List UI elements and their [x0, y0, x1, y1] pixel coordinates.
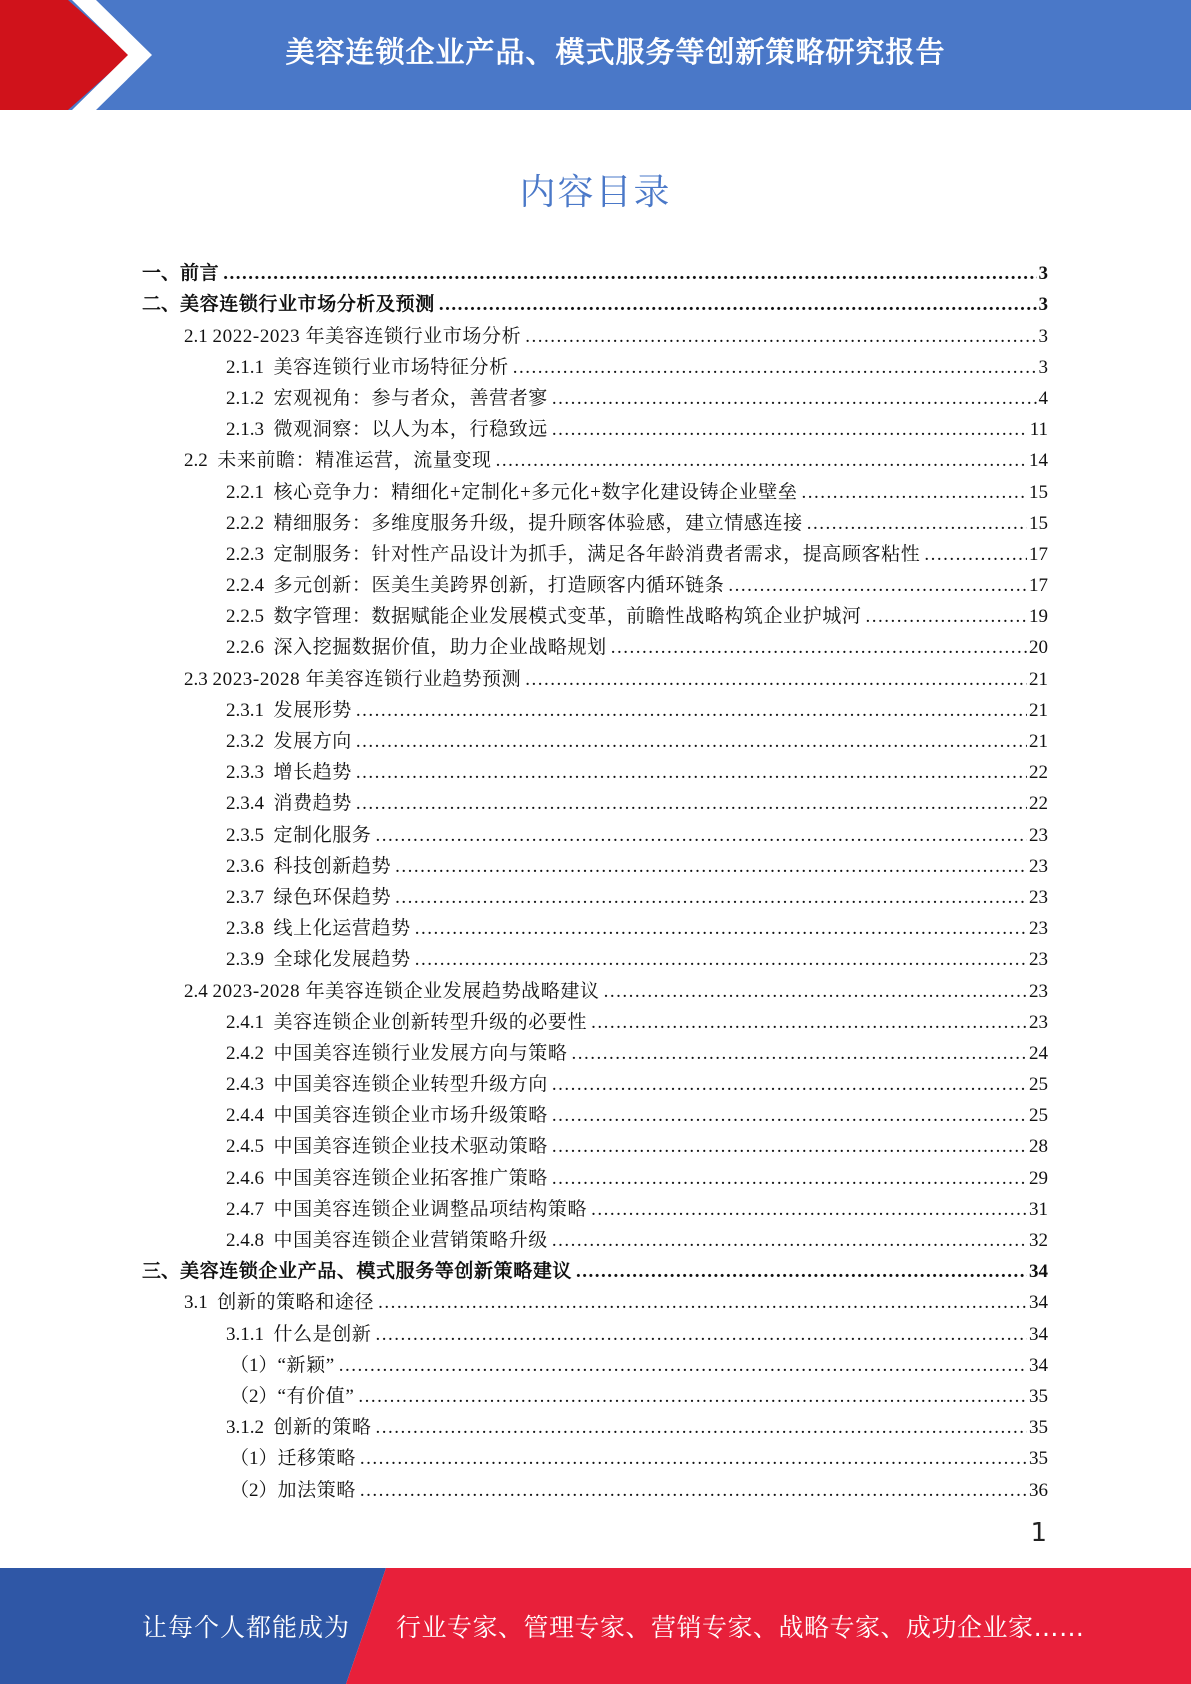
toc-entry-page: 21	[1029, 699, 1048, 721]
toc-entry[interactable]	[142, 753, 1048, 784]
toc-entry[interactable]	[142, 1470, 1048, 1501]
toc-dot-leader	[611, 637, 1027, 659]
toc-entry[interactable]	[142, 504, 1048, 535]
toc-dot-leader	[415, 949, 1027, 971]
toc-entry[interactable]	[142, 784, 1048, 815]
toc-entry-title: “有价值”	[277, 1385, 355, 1407]
toc-entry-title: 中国美容连锁行业发展方向与策略	[273, 1042, 568, 1064]
toc-entry-page: 32	[1029, 1230, 1048, 1251]
toc-entry-number: 2.3.6	[226, 855, 274, 877]
toc-dot-leader	[376, 825, 1027, 847]
toc-entry-number: 2.3.5	[226, 824, 274, 846]
toc-entry-number: 三、	[142, 1261, 181, 1283]
toc-entry-title: 微观洞察：以人为本，行稳致远	[273, 419, 548, 441]
toc-entry-title: 美容连锁行业市场特征分析	[273, 356, 509, 378]
toc-dot-leader	[924, 544, 1027, 566]
toc-entry-title: 定制服务：针对性产品设计为抓手，满足各年龄消费者需求，提高顾客粘性	[273, 543, 921, 565]
toc-entry-page: 15	[1029, 512, 1048, 534]
toc-entry[interactable]	[142, 691, 1048, 722]
table-of-contents	[142, 254, 1048, 1502]
header-banner	[0, 0, 1191, 110]
toc-dot-leader	[552, 388, 1037, 410]
toc-dot-leader	[356, 762, 1027, 784]
toc-entry[interactable]	[142, 1314, 1048, 1345]
toc-entry-number: 2.4.5	[226, 1136, 274, 1158]
toc-dot-leader	[728, 575, 1027, 597]
toc-entry-page: 22	[1029, 762, 1048, 784]
toc-entry[interactable]	[142, 379, 1048, 410]
toc-dot-leader	[513, 357, 1037, 379]
toc-heading: 内容目录	[519, 172, 672, 213]
toc-entry[interactable]	[142, 1252, 1048, 1283]
toc-entry-number: 2.4.4	[226, 1105, 274, 1127]
toc-entry[interactable]	[142, 1221, 1048, 1252]
toc-entry-page: 21	[1029, 668, 1048, 690]
toc-dot-leader	[376, 1324, 1027, 1346]
toc-entry-title: 美容连锁企业创新转型升级的必要性	[273, 1011, 588, 1033]
toc-entry-title: 前言	[180, 263, 220, 285]
toc-entry-page: 35	[1029, 1417, 1048, 1439]
toc-entry-number: （1）	[230, 1448, 278, 1470]
toc-entry-number: 2.1.3	[226, 419, 274, 441]
toc-entry-page: 14	[1029, 450, 1048, 472]
toc-entry-number: 2.2.5	[226, 606, 274, 628]
toc-entry-number: 2.3.8	[226, 918, 274, 940]
toc-entry[interactable]	[142, 847, 1048, 878]
report-title: 美容连锁企业产品、模式服务等创新策略研究报告	[285, 34, 946, 69]
toc-entry-number: 2.3.4	[226, 793, 274, 815]
toc-dot-leader	[360, 1448, 1027, 1470]
toc-entry-page: 23	[1029, 1011, 1048, 1033]
toc-entry-number: 2.2.2	[226, 512, 274, 534]
toc-entry[interactable]	[142, 1439, 1048, 1470]
toc-entry[interactable]	[142, 1190, 1048, 1221]
toc-entry-page: 34	[1029, 1292, 1048, 1314]
toc-dot-leader	[356, 731, 1027, 753]
toc-entry-page: 34	[1029, 1323, 1048, 1345]
toc-entry[interactable]	[142, 316, 1048, 347]
toc-entry-title: 2022-2023 年美容连锁行业市场分析	[212, 325, 522, 347]
toc-entry-title: 全球化发展趋势	[273, 949, 411, 971]
toc-entry-number: （1）	[230, 1354, 278, 1376]
toc-entry-number: 3.1.2	[226, 1417, 274, 1439]
toc-entry-title: 创新的策略和途径	[217, 1292, 375, 1314]
toc-entry-title: 2023-2028 年美容连锁企业发展趋势战略建议	[212, 980, 600, 1002]
toc-entry-title: 科技创新趋势	[273, 855, 392, 877]
toc-entry-number: （2）	[230, 1385, 278, 1407]
toc-entry[interactable]	[142, 878, 1048, 909]
toc-dot-leader	[552, 419, 1028, 441]
toc-entry[interactable]	[142, 1377, 1048, 1408]
toc-entry-title: 中国美容连锁企业调整品项结构策略	[273, 1198, 588, 1220]
toc-dot-leader	[376, 1417, 1027, 1439]
toc-entry-page: 29	[1029, 1167, 1048, 1189]
toc-entry-number: 2.4.2	[226, 1042, 274, 1064]
toc-dot-leader	[866, 606, 1027, 628]
toc-entry-number: 2.3.9	[226, 949, 274, 971]
toc-entry-title: 绿色环保趋势	[273, 886, 392, 908]
toc-entry-title: 增长趋势	[273, 762, 352, 784]
toc-dot-leader	[356, 700, 1027, 722]
toc-entry-page: 28	[1029, 1136, 1048, 1158]
toc-entry-page: 36	[1029, 1479, 1048, 1501]
toc-dot-leader	[591, 1199, 1027, 1221]
toc-entry-number: 二、	[142, 294, 181, 316]
toc-dot-leader	[358, 1386, 1027, 1408]
toc-entry-page: 25	[1029, 1074, 1048, 1096]
toc-entry-title: 中国美容连锁企业营销策略升级	[273, 1230, 548, 1251]
toc-entry-title: 核心竞争力：精细化+定制化+多元化+数字化建设铸企业壁垒	[273, 481, 798, 503]
toc-entry-page: 15	[1029, 481, 1048, 503]
toc-entry[interactable]	[142, 1127, 1048, 1158]
toc-entry-number: 2.3.1	[226, 699, 274, 721]
toc-entry-number: 2.1	[184, 325, 213, 347]
toc-entry-title: 多元创新：医美生美跨界创新，打造顾客内循环链条	[273, 575, 725, 597]
toc-entry-page: 35	[1029, 1385, 1048, 1407]
toc-dot-leader	[525, 669, 1027, 691]
toc-entry-page: 22	[1029, 793, 1048, 815]
toc-dot-leader	[801, 482, 1027, 504]
toc-entry-number: 2.1.2	[226, 387, 274, 409]
toc-entry[interactable]	[142, 722, 1048, 753]
toc-entry-number: 2.3.3	[226, 762, 274, 784]
toc-dot-leader	[552, 1105, 1027, 1127]
toc-entry-number: 2.4.6	[226, 1167, 274, 1189]
toc-entry[interactable]	[142, 1034, 1048, 1065]
toc-dot-leader	[572, 1043, 1027, 1065]
toc-dot-leader	[360, 1480, 1027, 1502]
toc-dot-leader	[552, 1074, 1027, 1096]
toc-dot-leader	[552, 1136, 1027, 1158]
toc-entry-number: （2）	[230, 1479, 278, 1501]
toc-entry-title: 美容连锁行业市场分析及预测	[180, 294, 435, 316]
toc-dot-leader	[807, 513, 1027, 535]
toc-entry-page: 21	[1029, 731, 1048, 752]
toc-entry-title: 未来前瞻：精准运营，流量变现	[217, 450, 492, 472]
footer-slogan-left: 让每个人都能成为	[142, 1613, 351, 1642]
toc-entry-title: 中国美容连锁企业技术驱动策略	[273, 1136, 548, 1158]
footer-banner	[0, 1568, 1191, 1684]
toc-entry-title: 线上化运营趋势	[273, 918, 411, 940]
toc-entry-title: 深入挖掘数据价值，助力企业战略规划	[273, 637, 607, 659]
toc-entry[interactable]	[142, 535, 1048, 566]
footer-slogan-right: 行业专家、管理专家、营销专家、战略专家、成功企业家……	[396, 1613, 1085, 1642]
toc-entry-page: 20	[1029, 637, 1048, 659]
toc-entry-title: 2023-2028 年美容连锁行业趋势预测	[212, 668, 522, 690]
toc-dot-leader	[395, 887, 1027, 909]
toc-entry-page: 17	[1029, 575, 1048, 597]
toc-entry-page: 31	[1029, 1198, 1048, 1220]
toc-entry-page: 4	[1038, 387, 1048, 409]
toc-entry-title: 中国美容连锁企业转型升级方向	[273, 1074, 548, 1096]
toc-entry-number: 2.4.8	[226, 1230, 274, 1251]
toc-entry-page: 23	[1029, 886, 1048, 908]
toc-dot-leader	[395, 856, 1027, 878]
toc-entry-number: 2.2.6	[226, 637, 274, 659]
toc-dot-leader	[439, 294, 1037, 316]
toc-entry-title: 创新的策略	[273, 1417, 372, 1439]
toc-entry-page: 17	[1029, 543, 1048, 565]
toc-entry-page: 23	[1029, 855, 1048, 877]
toc-entry-title: “新颖”	[277, 1354, 335, 1376]
toc-entry-number: 2.2.1	[226, 481, 274, 503]
toc-entry-title: 中国美容连锁企业拓客推广策略	[273, 1167, 548, 1189]
toc-entry-number: 2.4	[184, 980, 213, 1002]
toc-entry-title: 数字管理：数据赋能企业发展模式变革，前瞻性战略构筑企业护城河	[273, 606, 862, 628]
toc-entry[interactable]	[142, 1065, 1048, 1096]
toc-entry-page: 23	[1029, 949, 1048, 971]
toc-entry-title: 中国美容连锁企业市场升级策略	[273, 1105, 548, 1127]
toc-entry-page: 25	[1029, 1105, 1048, 1127]
toc-dot-leader	[339, 1355, 1027, 1377]
toc-entry[interactable]	[142, 815, 1048, 846]
toc-dot-leader	[525, 326, 1036, 348]
toc-dot-leader	[223, 263, 1036, 285]
toc-entry[interactable]	[142, 441, 1048, 472]
toc-entry-page: 23	[1029, 824, 1048, 846]
toc-dot-leader	[604, 981, 1027, 1003]
toc-entry-page: 23	[1029, 980, 1048, 1002]
toc-entry-number: 2.1.1	[226, 356, 274, 378]
red-arrow-decoration	[0, 0, 160, 110]
toc-entry[interactable]	[142, 659, 1048, 690]
toc-entry[interactable]	[142, 971, 1048, 1002]
toc-dot-leader	[496, 450, 1027, 472]
toc-entry[interactable]	[142, 940, 1048, 971]
toc-entry-page: 34	[1029, 1354, 1048, 1376]
toc-entry[interactable]	[142, 1346, 1048, 1377]
toc-entry[interactable]	[142, 1408, 1048, 1439]
toc-entry-title: 精细服务：多维度服务升级，提升顾客体验感，建立情感连接	[273, 512, 803, 534]
toc-dot-leader	[552, 1230, 1027, 1252]
toc-entry[interactable]	[142, 285, 1048, 316]
toc-entry[interactable]	[142, 1003, 1048, 1034]
toc-entry[interactable]	[142, 348, 1048, 379]
toc-entry-number: 2.4.7	[226, 1198, 274, 1220]
toc-entry-number: 2.4.1	[226, 1011, 274, 1033]
toc-entry[interactable]	[142, 909, 1048, 940]
toc-entry-number: 2.3.2	[226, 731, 274, 752]
toc-entry-number: 2.2.3	[226, 543, 274, 565]
toc-entry-title: 迁移策略	[277, 1448, 356, 1470]
toc-entry[interactable]	[142, 472, 1048, 503]
toc-entry-title: 什么是创新	[273, 1323, 372, 1345]
toc-entry[interactable]	[142, 1096, 1048, 1127]
toc-entry[interactable]	[142, 628, 1048, 659]
toc-entry[interactable]	[142, 597, 1048, 628]
toc-entry-number: 2.4.3	[226, 1074, 274, 1096]
toc-entry-title: 发展方向	[273, 731, 352, 752]
toc-entry-page: 3	[1038, 263, 1048, 285]
toc-entry-page: 3	[1038, 356, 1048, 378]
toc-entry-title: 发展形势	[273, 699, 352, 721]
toc-entry-number: 2.2	[184, 450, 218, 472]
toc-entry-title: 消费趋势	[273, 793, 352, 815]
toc-entry-page: 19	[1029, 606, 1048, 628]
toc-entry[interactable]	[142, 254, 1048, 285]
toc-entry-page: 24	[1029, 1042, 1048, 1064]
toc-entry-number: 3.1	[184, 1292, 218, 1314]
toc-entry-page: 35	[1029, 1448, 1048, 1470]
toc-entry-number: 2.3.7	[226, 886, 274, 908]
toc-entry-title: 美容连锁企业产品、模式服务等创新策略建议	[180, 1261, 573, 1283]
page-number: 1	[1030, 1518, 1047, 1548]
toc-entry[interactable]	[142, 566, 1048, 597]
toc-dot-leader	[576, 1261, 1027, 1283]
toc-entry-title: 宏观视角：参与者众，善营者寥	[273, 387, 548, 409]
toc-entry[interactable]	[142, 410, 1048, 441]
toc-dot-leader	[356, 793, 1027, 815]
toc-dot-leader	[552, 1168, 1027, 1190]
toc-entry-number: 3.1.1	[226, 1323, 274, 1345]
toc-entry-number: 一、	[142, 263, 181, 285]
toc-entry-page: 23	[1029, 918, 1048, 940]
toc-entry-page: 11	[1029, 419, 1048, 441]
toc-entry-page: 34	[1029, 1261, 1048, 1283]
toc-entry[interactable]	[142, 1283, 1048, 1314]
toc-dot-leader	[415, 918, 1027, 940]
toc-dot-leader	[378, 1292, 1027, 1314]
toc-dot-leader	[591, 1012, 1027, 1034]
toc-entry[interactable]	[142, 1158, 1048, 1189]
toc-entry-page: 3	[1038, 294, 1048, 316]
toc-entry-title: 加法策略	[277, 1479, 356, 1501]
toc-entry-number: 2.3	[184, 668, 213, 690]
toc-entry-number: 2.2.4	[226, 575, 274, 597]
toc-entry-title: 定制化服务	[273, 824, 372, 846]
toc-entry-page: 3	[1038, 325, 1048, 347]
